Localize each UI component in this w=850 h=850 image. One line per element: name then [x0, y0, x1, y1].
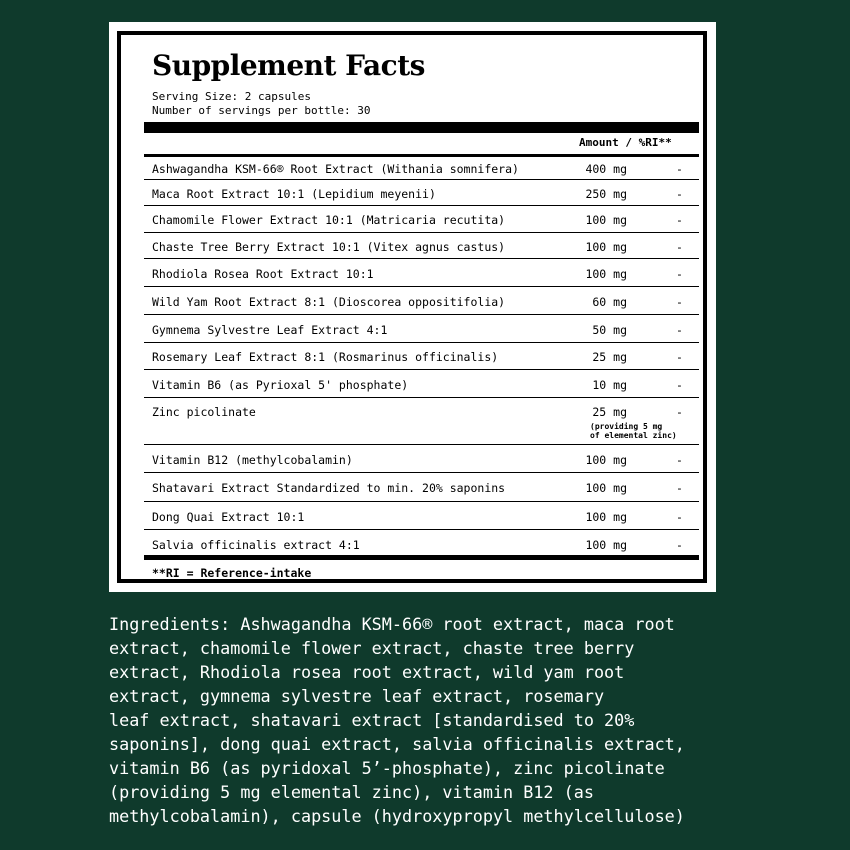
ingredient-table	[144, 157, 699, 558]
ingredient-amount: 25 mg	[592, 405, 627, 419]
ingredients-line: leaf extract, shatavari extract [standardised to 20%	[109, 710, 635, 730]
table-row	[144, 287, 699, 315]
ingredient-note-line: of elemental zinc)	[590, 431, 677, 440]
ingredient-ri: -	[676, 405, 683, 419]
table-row	[144, 398, 699, 445]
table-row	[144, 315, 699, 343]
table-row	[144, 259, 699, 287]
ingredients-line: saponins], dong quai extract, salvia officinalis extract,	[109, 734, 685, 754]
ingredient-amount: 100 mg	[585, 267, 627, 281]
ingredient-note	[590, 422, 677, 440]
ingredient-ri: -	[676, 350, 683, 364]
ingredient-name: Dong Quai Extract 10:1	[152, 510, 305, 524]
ingredient-name: Shatavari Extract Standardized to min. 20% saponins	[152, 481, 506, 495]
ingredient-ri: -	[676, 538, 683, 552]
ingredient-name: Vitamin B12 (methylcobalamin)	[152, 453, 353, 467]
ingredient-amount: 100 mg	[585, 453, 627, 467]
ingredient-note-line: (providing 5 mg	[590, 422, 663, 431]
ingredient-ri: -	[676, 323, 683, 337]
table-row	[144, 157, 699, 180]
ingredient-amount: 10 mg	[592, 378, 627, 392]
ingredients-line: extract, chamomile flower extract, chaste tree berry	[109, 638, 635, 658]
ingredients-line: Ingredients: Ashwagandha KSM-66® root extract, maca root	[109, 614, 675, 634]
ingredient-amount: 250 mg	[585, 187, 627, 201]
table-row	[144, 233, 699, 259]
supplement-facts-panel	[109, 22, 716, 592]
ingredient-amount: 400 mg	[585, 162, 627, 176]
ingredient-ri: -	[676, 187, 683, 201]
amount-ri-header: Amount / %RI**	[579, 136, 672, 149]
ingredients-line: extract, gymnema sylvestre leaf extract, rosemary	[109, 686, 605, 706]
ingredient-ri: -	[676, 378, 683, 392]
ingredient-name: Vitamin B6 (as Pyrioxal 5' phosphate)	[152, 378, 409, 392]
ingredients-line: extract, Rhodiola rosea root extract, wild yam root	[109, 662, 625, 682]
servings-per-bottle: Number of servings per bottle: 30	[152, 104, 371, 117]
serving-info	[152, 90, 371, 118]
ingredient-amount: 25 mg	[592, 350, 627, 364]
ingredient-ri: -	[676, 213, 683, 227]
ingredient-amount: 60 mg	[592, 295, 627, 309]
table-row	[144, 180, 699, 206]
ingredient-name: Maca Root Extract 10:1 (Lepidium meyenii)	[152, 187, 436, 201]
table-row	[144, 370, 699, 398]
table-row	[144, 445, 699, 473]
ingredient-name: Chaste Tree Berry Extract 10:1 (Vitex agnus castus)	[152, 240, 506, 254]
ingredient-ri: -	[676, 240, 683, 254]
ingredient-ri: -	[676, 162, 683, 176]
ingredient-amount: 100 mg	[585, 538, 627, 552]
serving-size: Serving Size: 2 capsules	[152, 90, 311, 103]
ingredient-name: Ashwagandha KSM-66® Root Extract (Withania somnifera)	[152, 162, 519, 176]
table-row	[144, 473, 699, 502]
ingredient-ri: -	[676, 453, 683, 467]
ingredient-name: Wild Yam Root Extract 8:1 (Dioscorea oppositifolia)	[152, 295, 506, 309]
ingredient-name: Zinc picolinate	[152, 405, 256, 419]
ingredients-line: vitamin B6 (as pyridoxal 5’-phosphate), zinc picolinate	[109, 758, 665, 778]
ingredient-name: Gymnema Sylvestre Leaf Extract 4:1	[152, 323, 388, 337]
top-divider	[144, 122, 699, 133]
ingredient-amount: 100 mg	[585, 240, 627, 254]
table-row	[144, 343, 699, 370]
ingredients-line: methylcobalamin), capsule (hydroxypropyl methylcellulose)	[109, 806, 685, 826]
ingredient-name: Rosemary Leaf Extract 8:1 (Rosmarinus officinalis)	[152, 350, 499, 364]
table-row	[144, 502, 699, 530]
ingredients-text	[109, 612, 729, 828]
table-row	[144, 206, 699, 233]
ingredient-ri: -	[676, 295, 683, 309]
bottom-divider	[144, 555, 699, 560]
ingredient-ri: -	[676, 267, 683, 281]
ingredient-name: Chamomile Flower Extract 10:1 (Matricaria recutita)	[152, 213, 506, 227]
ingredient-ri: -	[676, 481, 683, 495]
supplement-facts-box	[117, 31, 707, 583]
ingredient-amount: 100 mg	[585, 481, 627, 495]
ingredient-ri: -	[676, 510, 683, 524]
ingredient-amount: 50 mg	[592, 323, 627, 337]
ingredient-amount: 100 mg	[585, 510, 627, 524]
ingredient-name: Rhodiola Rosea Root Extract 10:1	[152, 267, 374, 281]
ingredient-name: Salvia officinalis extract 4:1	[152, 538, 360, 552]
ingredients-line: (providing 5 mg elemental zinc), vitamin B12 (as	[109, 782, 594, 802]
table-row	[144, 530, 699, 558]
ri-footnote: **RI = Reference-intake	[152, 566, 312, 580]
ingredient-amount: 100 mg	[585, 213, 627, 227]
facts-title: Supplement Facts	[152, 49, 425, 82]
